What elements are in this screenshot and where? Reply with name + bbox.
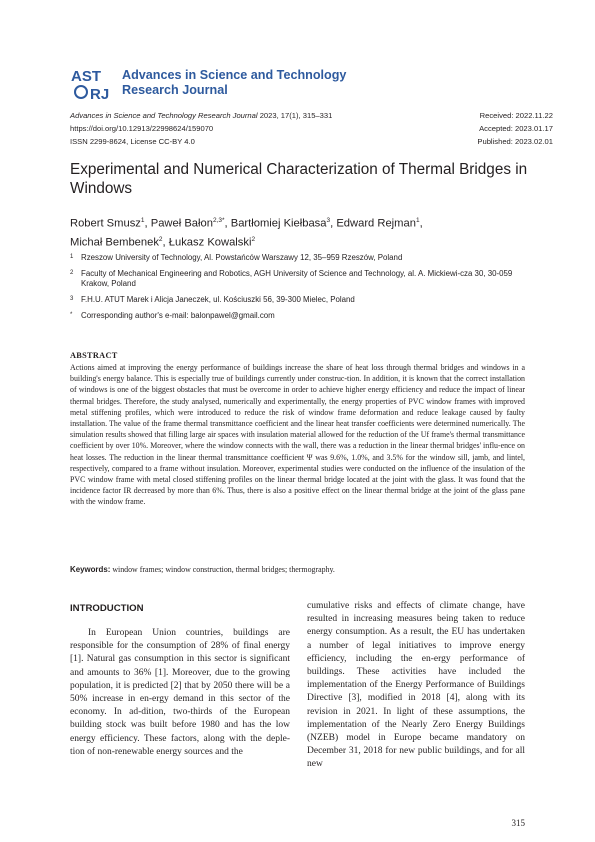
keywords-list: window frames; window construction, thermal bridges; thermography. bbox=[110, 565, 335, 574]
author-affil-sup: 1 bbox=[140, 217, 145, 224]
affiliation-item bbox=[70, 311, 540, 321]
citation-line bbox=[70, 109, 332, 122]
section-heading-introduction: INTRODUCTION bbox=[70, 603, 144, 614]
affiliation-text: Faculty of Mechanical Engineering and Robotics, AGH University of Science and Technology, al. A. Mickiewi-cza 30, 30-059 Krakow, Poland bbox=[81, 269, 513, 288]
body-column-left: In European Union countries, buildings are responsible for the consumption of 28% of final energy [1]. Natural gas consumption in this sector is significant and amounts to 36% [1]. Moreover, due to the growing population, it is predicted [2] that by 2050 there will be a 50% increase in en-ergy demand in this sector of the economy. In ad-dition, two-thirds of the European building stock was built before 1980 and has the low energy efficiency. These factors, along with the deple-tion of non-renewable energy sources and the bbox=[70, 628, 290, 757]
author-name: Michał Bembenek bbox=[70, 236, 159, 249]
affiliations bbox=[70, 253, 540, 327]
abstract-text: Actions aimed at improving the energy performance of buildings increase the share of heat loss through thermal bridges and windows in a building's energy balance. This is especially true of buildings currently under construc-tion. In addition, it is known that the correct installation of windows is one of the biggest obstacles that must be overcome in order to achieve higher energy efficiency and reduce the impact of linear thermal bridges. Therefore, the study analysed, numerically and experimentally, the energy properties of PVC window frames with improved metal stiffening profiles, which were introduced to reduce the risk of window frame deformation and reduce leakage caused by faulty installation. The value of the frame thermal transmittance coefficient and the linear heat transfer coefficients were determined numerically. The simulation results showed that filling large air spaces with insulation material allowed for the reduction of the Uf frame's thermal transmittance coefficient by over 10%. Moreover, where the window connects with the wall, there was a reduction in the linear thermal bridges' influ-ence on heat losses. The reduction in the linear thermal transmittance coefficient Ψ was 9.6%, 1.0%, and 3.5% for the window sill, jamb, and lintel, respectively, compared to a frame without insulation. Moreover, experimental studies were conducted on the influence of the insulation of the PVC window frame with metal closed stiffening profiles on the linear thermal bridge located at the joint with the glass. It was found that the incidence factor IR decreased by more than 6%. Thus, there is also a positive effect on the linear thermal bridge at the joint of the glass pane with the window frame. bbox=[70, 363, 525, 507]
body-column-right: cumulative risks and effects of climate change, have resulted in increasing measures being taken to reduce energy consumption. As a result, the EU has undertaken a number of legal initiatives to improve energy efficiency, including the en-ergy performance of buildings. These activities have included the implementation of the Energy Performance of Buildings Directive [3], modified in 2018 [4], along with its revision in 2021. In light of these assumptions, the implementation of the Nearly Zero Energy Buildings (NZEB) model in Europe became mandatory on December 31, 2018 for new public buildings, and for all new bbox=[307, 601, 525, 770]
author-name: Edward Rejman bbox=[336, 217, 416, 230]
journal-name bbox=[122, 68, 346, 98]
svg-text:AST: AST bbox=[71, 68, 101, 85]
author-name: Bartłomiej Kiełbasa bbox=[230, 217, 327, 230]
affiliation-number: 3 bbox=[70, 296, 74, 302]
affiliation-text: Rzeszow University of Technology, Al. Powstańców Warszawy 12, 35–959 Rzeszów, Poland bbox=[81, 253, 403, 262]
page-number: 315 bbox=[511, 818, 525, 828]
affiliation-item bbox=[70, 253, 540, 263]
author-list bbox=[70, 213, 540, 250]
author-name: Paweł Bałon bbox=[150, 217, 213, 230]
affiliation-text: F.H.U. ATUT Marek i Alicja Janeczek, ul. Kościuszki 56, 39-300 Mielec, Poland bbox=[81, 295, 355, 304]
svg-text:RJ: RJ bbox=[90, 86, 110, 102]
author-name: Robert Smusz bbox=[70, 217, 141, 230]
author-affil-sup: 1 bbox=[415, 217, 420, 224]
corresponding-email: Corresponding author's e-mail: balonpawel@gmail.com bbox=[81, 311, 275, 320]
affiliation-number: 1 bbox=[70, 254, 74, 260]
doi-link[interactable]: https://doi.org/10.12913/22998624/159070 bbox=[70, 124, 214, 133]
abstract-heading: ABSTRACT bbox=[70, 351, 118, 360]
authors-line-1: Robert Smusz$^1$, Paweł Bałon$^{2,3*}$, Bartłomiej Kiełbasa$^3$, Edward Rejman$^1$, bbox=[70, 217, 423, 230]
affiliation-item bbox=[70, 269, 540, 289]
accepted-date: Accepted: 2023.01.17 bbox=[479, 124, 553, 133]
affiliation-item bbox=[70, 295, 540, 305]
paper-title: Experimental and Numerical Characterization of Thermal Bridges in Windows bbox=[70, 161, 528, 197]
journal-logo bbox=[70, 66, 110, 102]
keywords-label: Keywords: bbox=[70, 565, 111, 574]
dates-block bbox=[477, 109, 553, 148]
author-affil-sup: 2,3* bbox=[212, 217, 225, 224]
journal-name-line1: Advances in Science and Technology bbox=[122, 68, 347, 82]
citation-volume: 2023, 17(1), 315–331 bbox=[257, 111, 333, 120]
keywords bbox=[70, 565, 525, 574]
author-affil-sup: 2 bbox=[251, 235, 256, 243]
affiliation-number: * bbox=[70, 312, 73, 318]
journal-name-line2: Research Journal bbox=[122, 83, 228, 97]
citation-block bbox=[70, 109, 332, 148]
affiliation-number: 2 bbox=[70, 270, 74, 276]
author-affil-sup: 3 bbox=[326, 217, 331, 224]
received-date: Received: 2022.11.22 bbox=[479, 111, 553, 120]
author-affil-sup: 2 bbox=[158, 235, 163, 243]
citation-journal: Advances in Science and Technology Research Journal bbox=[70, 111, 258, 120]
issn-license: ISSN 2299-8624, License CC-BY 4.0 bbox=[70, 137, 195, 146]
author-name: Łukasz Kowalski bbox=[168, 236, 252, 249]
published-date: Published: 2023.02.01 bbox=[477, 137, 553, 146]
authors-line-2: Michał Bembenek$^2$, Łukasz Kowalski$^2$ bbox=[70, 235, 256, 249]
